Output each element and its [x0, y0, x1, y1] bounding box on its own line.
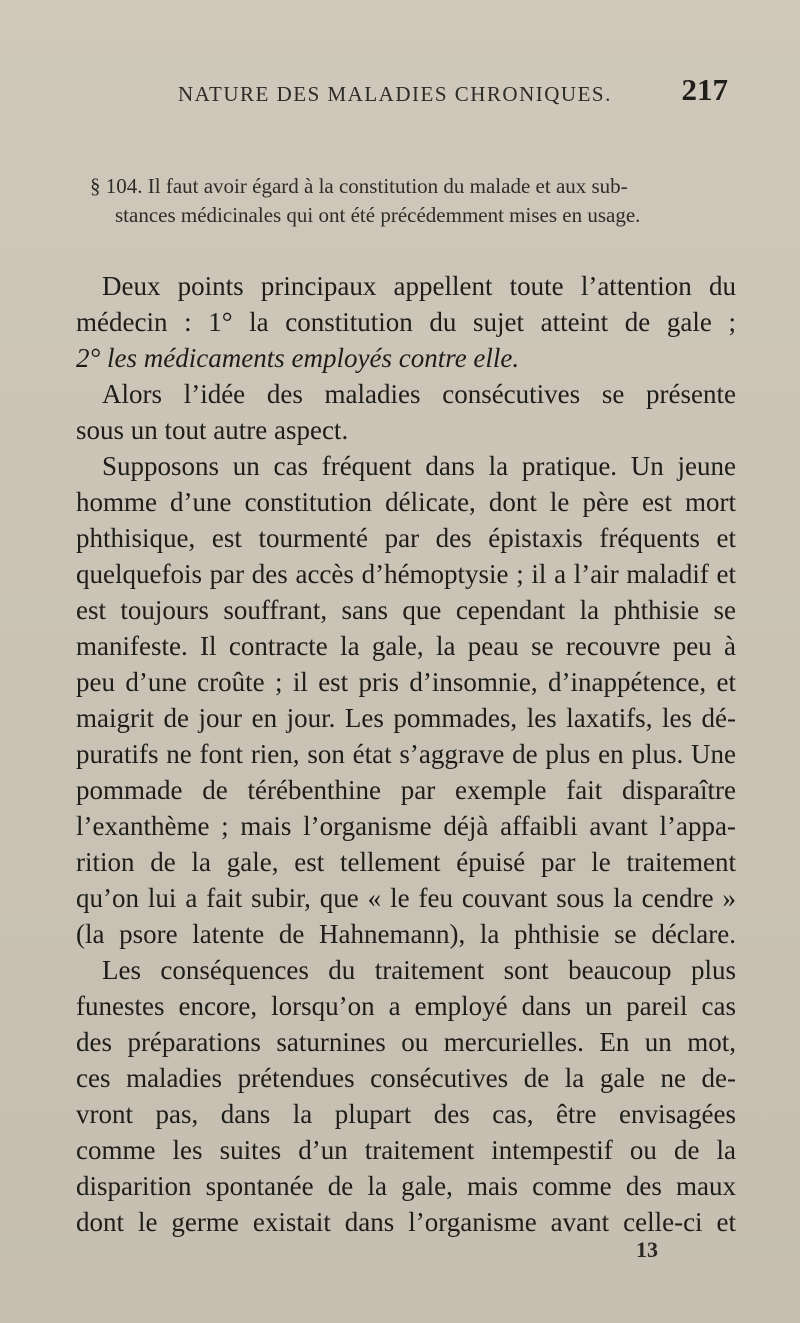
- running-head: NATURE DES MALADIES CHRONIQUES.: [178, 82, 612, 106]
- body-line: ces maladies prétendues consécutives de la gale ne de-: [76, 1063, 736, 1093]
- body-line: Supposons un cas fréquent dans la pratique. Un jeune: [102, 451, 736, 481]
- body-text: [76, 268, 736, 1240]
- section-heading-line: stances médicinales qui ont été précédemment mises en usage.: [115, 203, 641, 227]
- body-line: (la psore latente de Hahnemann), la phthisie se déclare.: [76, 919, 736, 949]
- body-line: l’exanthème ; mais l’organisme déjà affaibli avant l’appa-: [76, 811, 736, 841]
- body-line: funestes encore, lorsqu’on a employé dans un pareil cas: [76, 991, 736, 1021]
- body-line: sous un tout autre aspect.: [76, 415, 349, 445]
- body-line: maigrit de jour en jour. Les pommades, les laxatifs, les dé-: [76, 703, 736, 733]
- body-line: qu’on lui a fait subir, que « le feu couvant sous la cendre »: [76, 883, 736, 913]
- body-line: puratifs ne font rien, son état s’aggrave de plus en plus. Une: [76, 739, 736, 769]
- body-line: Les conséquences du traitement sont beaucoup plus: [102, 955, 736, 985]
- body-line: homme d’une constitution délicate, dont le père est mort: [76, 487, 736, 517]
- body-line: disparition spontanée de la gale, mais comme des maux: [76, 1171, 736, 1201]
- body-line: Alors l’idée des maladies consécutives se présente: [102, 379, 736, 409]
- body-line: quelquefois par des accès d’hémoptysie ; il a l’air maladif et: [76, 559, 736, 589]
- body-line: médecin : 1° la constitution du sujet atteint de gale ;: [76, 307, 736, 337]
- body-line: rition de la gale, est tellement épuisé par le traitement: [76, 847, 736, 877]
- section-heading-line: § 104. Il faut avoir égard à la constitution du malade et aux sub-: [90, 174, 628, 198]
- page-header: [80, 72, 730, 112]
- body-line: peu d’une croûte ; il est pris d’insomnie, d’inappétence, et: [76, 667, 736, 697]
- body-line: 2° les médicaments employés contre elle.: [76, 343, 520, 373]
- body-line: manifeste. Il contracte la gale, la peau se recouvre peu à: [76, 631, 736, 661]
- body-line: des préparations saturnines ou mercurielles. En un mot,: [76, 1027, 736, 1057]
- body-line: phthisique, est tourmenté par des épistaxis fréquents et: [76, 523, 736, 553]
- body-line: comme les suites d’un traitement intempestif ou de la: [76, 1135, 736, 1165]
- body-line: pommade de térébenthine par exemple fait disparaître: [76, 775, 736, 805]
- page-number: 217: [681, 72, 728, 107]
- signature-mark: 13: [636, 1237, 658, 1262]
- body-line: est toujours souffrant, sans que cependant la phthisie se: [76, 595, 736, 625]
- body-line: Deux points principaux appellent toute l’attention du: [102, 271, 736, 301]
- body-line: vront pas, dans la plupart des cas, être envisagées: [76, 1099, 736, 1129]
- body-line: dont le germe existait dans l’organisme avant celle-ci et: [76, 1207, 736, 1237]
- section-heading: [90, 172, 730, 230]
